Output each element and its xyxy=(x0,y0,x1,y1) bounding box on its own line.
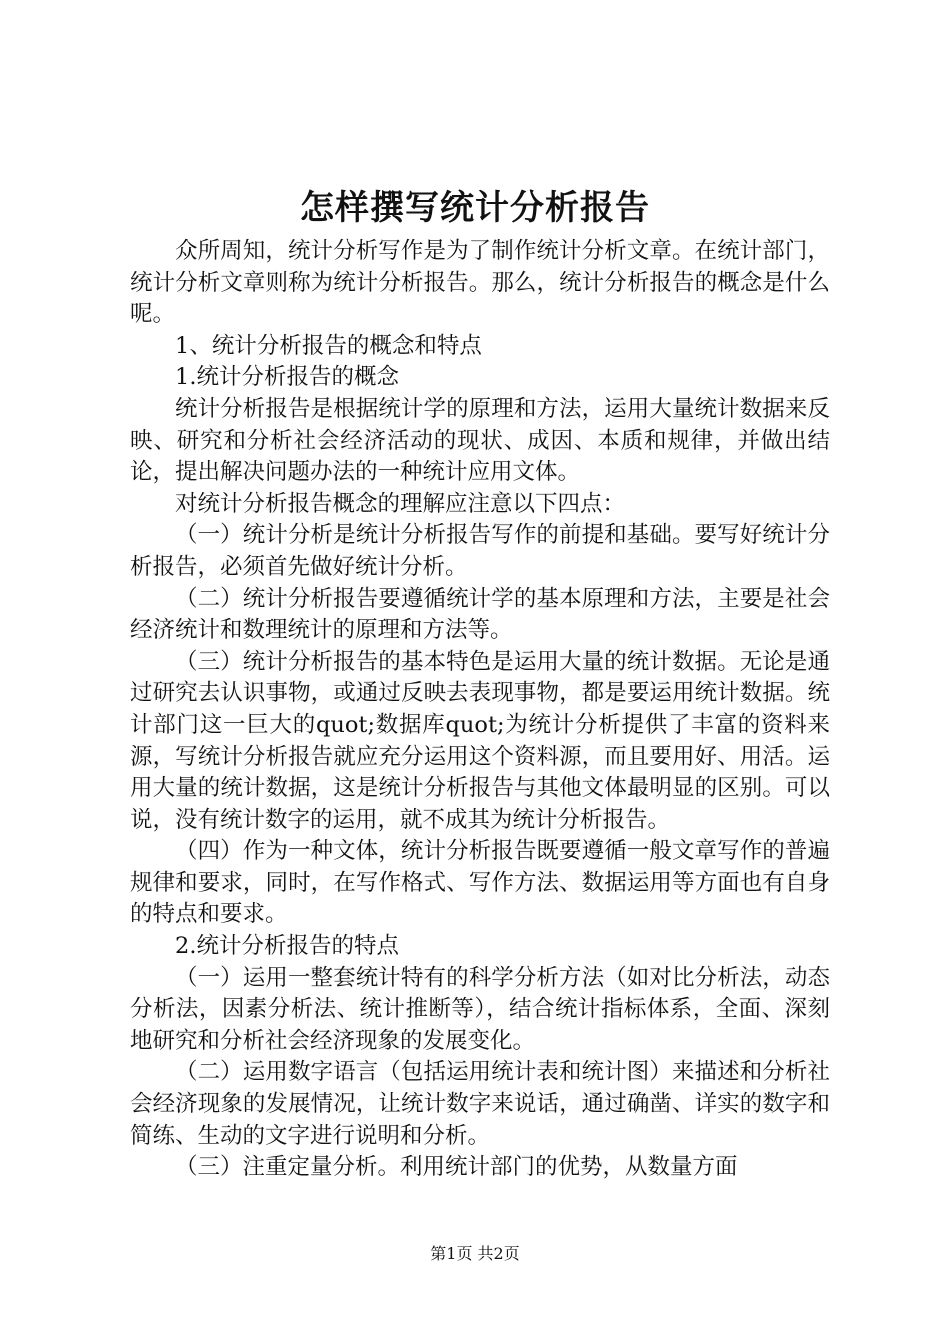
subheading-features: 2.统计分析报告的特点 xyxy=(175,933,399,960)
paragraph-point-3: （三）统计分析报告的基本特色是运用大量的统计数据。无论是通过研究去认识事物，或通过反映去表现事物，都是要运用统计数据。统计部门这一巨大的quot;数据库quot;为统计分析提供了丰富的资料来源，写统计分析报告就应充分运用这个资料源，而且要用好、用活。运用大量的统计数据，这是统计分析报告与其他文体最明显的区别。可以说，没有统计数字的运用，就不成其为统计分析报告。 xyxy=(130,648,830,833)
page-footer: 第1页 共2页 xyxy=(430,1244,520,1263)
subheading-concept: 1.统计分析报告的概念 xyxy=(175,364,399,391)
document-body xyxy=(130,236,830,1184)
paragraph-feature-2: （二）运用数字语言（包括运用统计表和统计图）来描述和分析社会经济现象的发展情况，让统计数字来说话，通过确凿、详实的数字和简练、生动的文字进行说明和分析。 xyxy=(130,1059,830,1149)
paragraph-point-4: （四）作为一种文体，统计分析报告既要遵循一般文章写作的普遍规律和要求，同时，在写作格式、写作方法、数据运用等方面也有自身的特点和要求。 xyxy=(130,838,830,928)
section-heading-1: 1、统计分析报告的概念和特点 xyxy=(175,332,482,359)
paragraph-definition: 统计分析报告是根据统计学的原理和方法，运用大量统计数据来反映、研究和分析社会经济活动的现状、成因、本质和规律，并做出结论，提出解决问题办法的一种统计应用文体。 xyxy=(130,395,830,486)
paragraph-feature-1: （一）运用一整套统计特有的科学分析方法（如对比分析法，动态分析法，因素分析法、统计推断等），结合统计指标体系，全面、深刻地研究和分析社会经济现象的发展变化。 xyxy=(130,964,830,1054)
paragraph-intro: 众所周知，统计分析写作是为了制作统计分析文章。在统计部门，统计分析文章则称为统计分析报告。那么，统计分析报告的概念是什么呢。 xyxy=(130,238,830,328)
paragraph-feature-3: （三）注重定量分析。利用统计部门的优势，从数量方面 xyxy=(175,1154,738,1181)
paragraph-point-2: （二）统计分析报告要遵循统计学的基本原理和方法，主要是社会经济统计和数理统计的原理和方法等。 xyxy=(130,585,830,644)
paragraph-point-1: （一）统计分析是统计分析报告写作的前提和基础。要写好统计分析报告，必须首先做好统计分析。 xyxy=(130,522,830,580)
paragraph-four-points: 对统计分析报告概念的理解应注意以下四点： xyxy=(175,490,626,517)
document-title: 怎样撰写统计分析报告 xyxy=(300,188,650,228)
